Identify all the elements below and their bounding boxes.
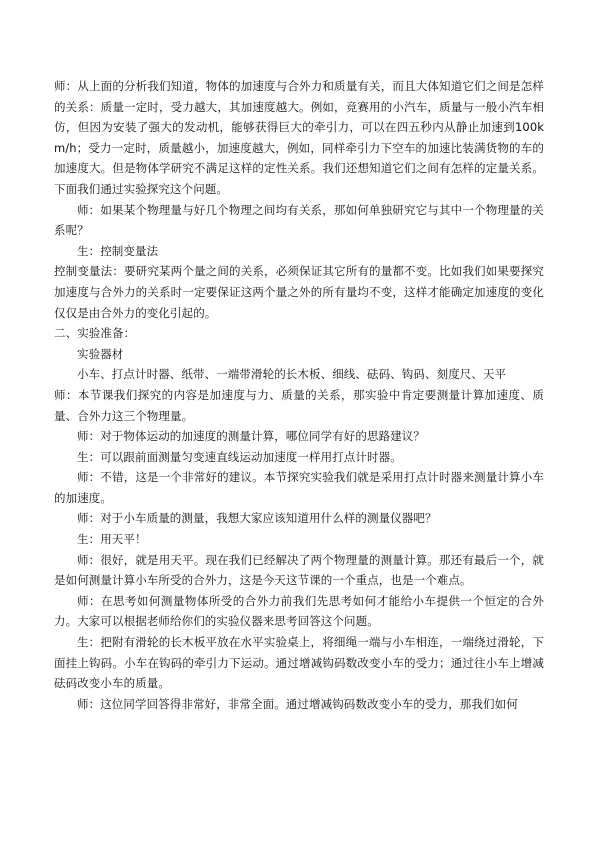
paragraph-teacher-praise: 师：这位同学回答得非常好，非常全面。通过增减钩码数改变小车的受力，那我们如何 — [77, 696, 518, 711]
paragraph-equipment-list: 小车、打点计时器、纸带、一端带滑轮的长木板、细线、砝码、钩码、刻度尺、天平 — [77, 367, 507, 382]
paragraph-student-timer: 生：可以跟前面测量匀变速直线运动加速度一样用打点计时器。 — [77, 449, 402, 464]
paragraph-teacher-force-intro: 师：很好，就是用天平。现在我们已经解决了两个物理量的测量计算。那还有最后一个，就是如何测量计算小车所受的合外力，这是今天这节课的一个重点，也是一个难点。 — [54, 552, 544, 588]
paragraph-teacher-mass-question: 师：对于小车质量的测量，我想大家应该知道用什么样的测量仪器吧？ — [77, 511, 437, 526]
paragraph-teacher-question-variables: 师：如果某个物理量与好几个物理之间均有关系，那如何单独研究它与其中一个物理量的关系呢？ — [54, 202, 544, 238]
paragraph-student-control-variable: 生：控制变量法 — [77, 243, 159, 258]
paragraph-teacher-timer-confirm: 师：不错，这是一个非常好的建议。本节探究实验我们就是采用打点计时器来测量计算小车的加速度。 — [54, 470, 544, 505]
paragraph-teacher-analysis: 师：从上面的分析我们知道，物体的加速度与合外力和质量有关，而且大体知道它们之间是怎样的关系：质量一定时，受力越大，其加速度越大。例如，竞赛用的小汽车，质量与一般小汽车相仿，但因为安装了强大的发动机，能够获得巨大的牵引力，可以在四五秒内从静止加速到100km/h；受力一定时，质量越小，加速度越大，例如，同样牵引力下空车的加速比装满货物的车的加速度大。但是物体学研究不满足这样的定性关系。我们还想知道它们之间有怎样的定量关系。下面我们通过实验探究这个问题。 — [54, 79, 544, 196]
paragraph-student-setup: 生：把附有滑轮的长木板平放在水平实验桌上，将细绳一端与小车相连，一端绕过滑轮，下面挂上钩码。小车在钩码的牵引力下运动。通过增减钩码数改变小车的受力；通过往小车上增减砝码改变小车的质量。 — [54, 635, 544, 691]
section-heading-experiment-prep: 二、实验准备： — [54, 326, 136, 341]
paragraph-control-variable-definition: 控制变量法：要研究某两个量之间的关系，必须保证其它所有的量都不变。比如我们如果要探究加速度与合外力的关系时一定要保证这两个量之外的所有量均不变，这样才能确定加速度的变化仅仅是由合外力的变化引起的。 — [54, 264, 544, 320]
subheading-equipment: 实验器材 — [77, 346, 124, 361]
paragraph-teacher-constant-force: 师：在思考如何测量物体所受的合外力前我们先思考如何才能给小车提供一个恒定的合外力。大家可以根据老师给你们的实验仪器来思考回答这个问题。 — [54, 593, 544, 629]
paragraph-teacher-acceleration-question: 师：对于物体运动的加速度的测量计算，哪位同学有好的思路建议？ — [77, 429, 425, 444]
paragraph-student-balance: 生：用天平！ — [77, 532, 147, 547]
paragraph-teacher-quantities: 师：本节课我们探究的内容是加速度与力、质量的关系，那实验中肯定要测量计算加速度、质量、合外力这三个物理量。 — [54, 387, 544, 423]
document-body — [54, 76, 544, 714]
